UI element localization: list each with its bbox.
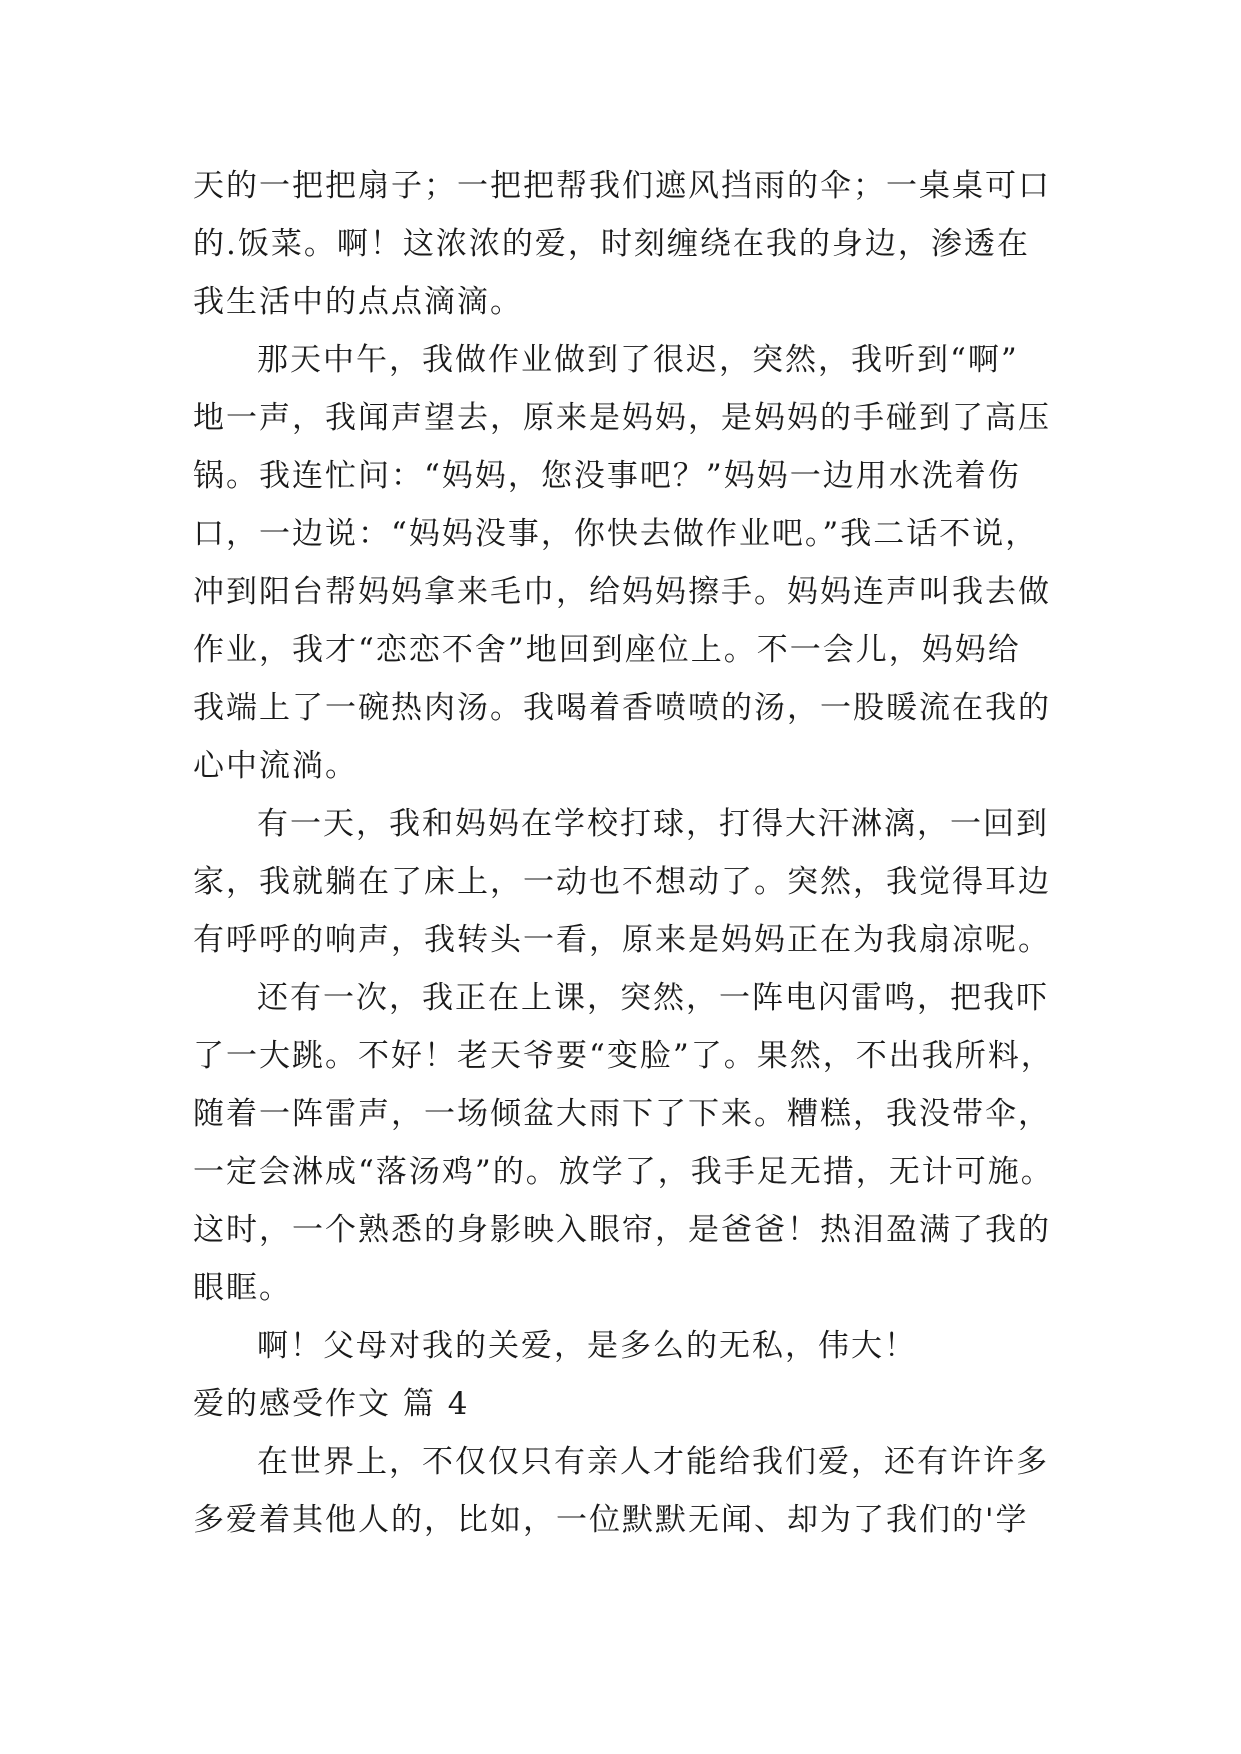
document-body — [193, 157, 1073, 1549]
text-line: 了一大跳。不好！老天爷要“变脸”了。果然，不出我所料， — [193, 1038, 1054, 1074]
text-line: 家，我就躺在了床上，一动也不想动了。突然，我觉得耳边 — [193, 864, 1051, 900]
text-line: 天的一把把扇子；一把把帮我们遮风挡雨的伞；一桌桌可口 — [193, 168, 1051, 204]
text-line: 多爱着其他人的，比如，一位默默无闻、却为了我们的'学 — [193, 1502, 1029, 1538]
paragraph-start-line: 那天中午，我做作业做到了很迟，突然，我听到“啊” — [257, 342, 1019, 378]
paragraph-start-line: 有一天，我和妈妈在学校打球，打得大汗淋漓，一回到 — [257, 806, 1049, 842]
text-line: 冲到阳台帮妈妈拿来毛巾，给妈妈擦手。妈妈连声叫我去做 — [193, 574, 1051, 610]
text-line: 眼眶。 — [193, 1270, 292, 1306]
text-line: 我生活中的点点滴滴。 — [193, 284, 523, 320]
paragraph-start-line: 还有一次，我正在上课，突然，一阵电闪雷鸣，把我吓 — [257, 980, 1049, 1016]
text-line: 我端上了一碗热肉汤。我喝着香喷喷的汤，一股暖流在我的 — [193, 690, 1051, 726]
text-line: 一定会淋成“落汤鸡”的。放学了，我手足无措，无计可施。 — [193, 1154, 1054, 1190]
text-line: 作业，我才“恋恋不舍”地回到座位上。不一会儿，妈妈给 — [193, 632, 1021, 668]
section-heading: 爱的感受作文 篇 4 — [193, 1386, 470, 1422]
text-line: 有呼呼的响声，我转头一看，原来是妈妈正在为我扇凉呢。 — [193, 922, 1051, 958]
text-line: 这时，一个熟悉的身影映入眼帘，是爸爸！热泪盈满了我的 — [193, 1212, 1051, 1248]
text-line: 心中流淌。 — [193, 748, 358, 784]
paragraph-start-line: 在世界上，不仅仅只有亲人才能给我们爱，还有许许多 — [257, 1444, 1049, 1480]
text-line: 地一声，我闻声望去，原来是妈妈，是妈妈的手碰到了高压 — [193, 400, 1051, 436]
paragraph-start-line: 啊！父母对我的关爱，是多么的无私，伟大！ — [257, 1328, 917, 1364]
text-line: 口，一边说：“妈妈没事，你快去做作业吧。”我二话不说， — [193, 516, 1039, 552]
text-line: 锅。我连忙问：“妈妈，您没事吧？”妈妈一边用水洗着伤 — [193, 458, 1021, 494]
text-line: 随着一阵雷声，一场倾盆大雨下了下来。糟糕，我没带伞， — [193, 1096, 1051, 1132]
text-line: 的.饭菜。啊！这浓浓的爱，时刻缠绕在我的身边，渗透在 — [193, 226, 1030, 262]
